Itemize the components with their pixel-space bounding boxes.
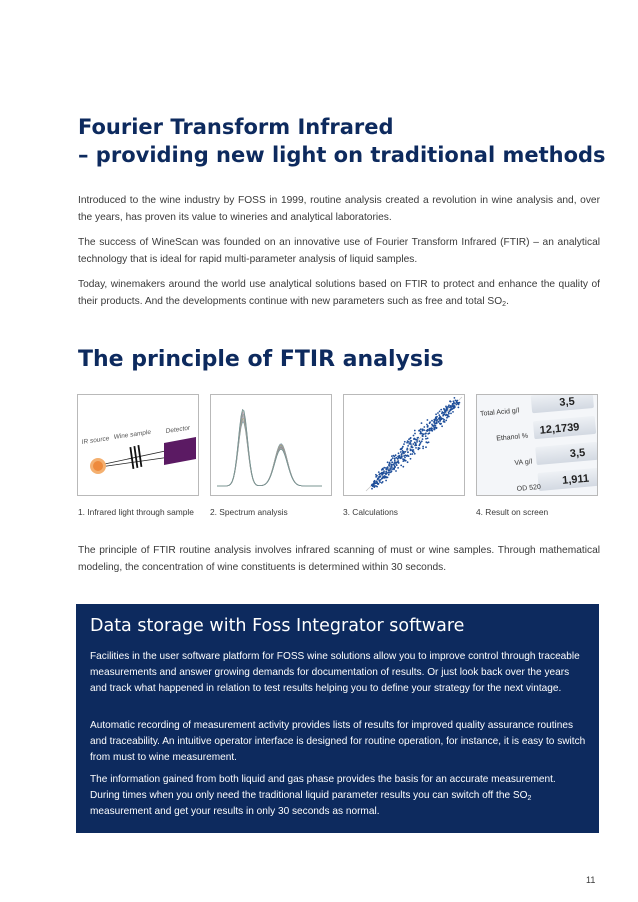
so2-subscript-box: 2 (527, 795, 532, 802)
scatter-point (390, 464, 392, 466)
calibration-scatter (344, 395, 464, 495)
scatter-point (450, 401, 452, 403)
scatter-point (414, 430, 416, 432)
ir-source-label: IR source (81, 435, 110, 446)
scatter-point (404, 457, 406, 459)
scatter-point (433, 419, 435, 421)
scatter-point (395, 457, 397, 459)
scatter-point (402, 466, 404, 468)
scatter-point (387, 466, 389, 468)
scatter-point (404, 451, 406, 453)
panel-result-screen (476, 394, 598, 496)
scatter-point (426, 424, 428, 426)
scatter-point (376, 475, 378, 477)
scatter-point (414, 453, 416, 455)
scatter-point (440, 409, 442, 411)
scatter-point (439, 411, 441, 413)
scatter-point (410, 453, 412, 455)
scatter-point (422, 438, 424, 440)
spectrum-curve (217, 411, 322, 486)
spectrum-curve (217, 422, 322, 486)
spectrum-curve (217, 414, 322, 486)
scatter-point (426, 430, 428, 432)
scatter-point (414, 442, 416, 444)
scatter-point (385, 467, 387, 469)
scatter-point (423, 426, 425, 428)
scatter-point (423, 433, 425, 435)
scatter-point (425, 441, 427, 443)
scatter-point (411, 449, 413, 451)
scatter-point (378, 471, 380, 473)
infrared-diagram (78, 395, 198, 495)
scatter-point (394, 458, 396, 460)
page-title (78, 113, 618, 169)
scatter-point (421, 440, 423, 442)
scatter-point (383, 470, 385, 472)
spectrum-curve (217, 412, 322, 486)
scatter-point (437, 421, 439, 423)
scatter-point (408, 443, 410, 445)
scatter-point (420, 432, 422, 434)
scatter-point (410, 458, 412, 460)
title-line-1: Fourier Transform Infrared (78, 115, 394, 139)
scatter-point (425, 438, 427, 440)
scatter-point (371, 488, 373, 490)
scatter-point (386, 472, 388, 474)
scatter-point (398, 452, 400, 454)
scatter-point (401, 457, 403, 459)
spectrum-curve (217, 419, 322, 486)
scatter-point (405, 460, 407, 462)
scatter-point (453, 405, 455, 407)
scatter-point (410, 440, 412, 442)
scatter-point (400, 451, 402, 453)
scatter-point (435, 413, 437, 415)
scatter-point (427, 426, 429, 428)
scatter-point (454, 397, 456, 399)
intro-paragraph-3-text: Today, winemakers around the world use analytical solutions based on FTIR to protect and enhance the quality of their products. And the developments continue with new parameters such as free and total SO (78, 279, 600, 307)
scatter-point (444, 410, 446, 412)
scatter-point (400, 465, 402, 467)
scatter-point (434, 424, 436, 426)
scatter-point (421, 422, 423, 424)
scatter-point (383, 467, 385, 469)
title-line-2: – providing new light on traditional methods (78, 143, 606, 167)
scatter-point (445, 406, 447, 408)
scatter-point (441, 425, 443, 427)
scatter-point (433, 429, 435, 431)
scatter-point (419, 443, 421, 445)
caption-2: 2. Spectrum analysis (210, 507, 288, 517)
scatter-point (397, 467, 399, 469)
scatter-point (414, 433, 416, 435)
scatter-point (437, 419, 439, 421)
scatter-point (425, 446, 427, 448)
scatter-point (394, 466, 396, 468)
scatter-point (391, 467, 393, 469)
panel-calculations (343, 394, 465, 496)
scatter-point (431, 427, 433, 429)
scatter-point (443, 419, 445, 421)
scatter-point (403, 443, 405, 445)
scatter-point (439, 417, 441, 419)
scatter-point (412, 453, 414, 455)
scatter-point (440, 417, 442, 419)
scatter-point (385, 476, 387, 478)
scatter-point (403, 455, 405, 457)
scatter-point (388, 474, 390, 476)
intro-paragraph-1: Introduced to the wine industry by FOSS in 1999, routine analysis created a revolution in wine analysis and, over the years, has proven its value to wineries and analytical laboratories. (78, 195, 600, 223)
scatter-point (377, 478, 379, 480)
caption-3: 3. Calculations (343, 507, 398, 517)
spectrum-curve (217, 421, 322, 486)
result-label-3: VA g/l (514, 458, 533, 468)
caption-1: 1. Infrared light through sample (78, 507, 194, 517)
detector-icon (164, 437, 196, 465)
scatter-point (419, 447, 421, 449)
scatter-point (388, 463, 390, 465)
intro-paragraph-3-end: . (506, 295, 509, 307)
scatter-point (439, 423, 441, 425)
scatter-point (394, 456, 396, 458)
scatter-point (416, 441, 418, 443)
scatter-point (456, 402, 458, 404)
scatter-point (397, 456, 399, 458)
scatter-point (407, 451, 409, 453)
scatter-point (387, 461, 389, 463)
scatter-point (393, 464, 395, 466)
scatter-point (418, 430, 420, 432)
scatter-point (437, 412, 439, 414)
data-storage-paragraph-3-end: measurement and get your results in only 30 seconds as normal. (90, 806, 380, 817)
scatter-point (382, 472, 384, 474)
scatter-point (402, 450, 404, 452)
scatter-point (413, 438, 415, 440)
scatter-point (399, 457, 401, 459)
scatter-point (446, 417, 448, 419)
result-value-3: 3,5 (569, 446, 586, 461)
page-number: 11 (586, 875, 596, 885)
panel-infrared-light (77, 394, 199, 496)
result-value-4: 1,911 (561, 472, 590, 487)
data-storage-paragraph-2: Automatic recording of measurement activity provides lists of results for improved quality assurance routines and traceability. An intuitive operator interface is designed for routine operation, for instance, it is easy to switch from must to wine measurement. (90, 720, 586, 763)
scatter-point (415, 447, 417, 449)
spectrum-graph (211, 395, 331, 495)
result-label-4: OD 520 (516, 483, 542, 493)
scatter-point (423, 429, 425, 431)
principle-heading: The principle of FTIR analysis (78, 347, 444, 372)
scatter-point (376, 482, 378, 484)
scatter-point (425, 433, 427, 435)
scatter-point (406, 448, 408, 450)
scatter-point (404, 441, 406, 443)
scatter-point (382, 477, 384, 479)
result-screen (477, 395, 597, 495)
scatter-point (427, 419, 429, 421)
scatter-point (436, 416, 438, 418)
scatter-point (429, 422, 431, 424)
scatter-point (411, 446, 413, 448)
data-storage-paragraph-3 (90, 772, 586, 820)
scatter-point (453, 400, 455, 402)
data-storage-paragraph-3-text: The information gained from both liquid and gas phase provides the basis for an accurate measurement. During times when you only need the traditional liquid parameter results you can switch off the SO (90, 774, 556, 801)
scatter-point (451, 408, 453, 410)
scatter-point (442, 414, 444, 416)
scatter-point (433, 422, 435, 424)
data-storage-heading: Data storage with Foss Integrator software (90, 616, 465, 636)
scatter-point (374, 480, 376, 482)
scatter-point (376, 486, 378, 488)
spectrum-curve (217, 410, 322, 487)
scatter-point (422, 448, 424, 450)
scatter-point (428, 429, 430, 431)
scatter-point (373, 483, 375, 485)
scatter-point (388, 472, 390, 474)
scatter-point (389, 469, 391, 471)
panel-spectrum-analysis (210, 394, 332, 496)
intro-paragraph-2: The success of WineScan was founded on an innovative use of Fourier Transform Infrared (FTIR) – an analytical technology that is ideal for rapid multi-parameter analysis of liquid samples. (78, 237, 600, 265)
scatter-point (408, 438, 410, 440)
light-beam-lower (100, 457, 170, 467)
scatter-point (389, 462, 391, 464)
scatter-point (388, 469, 390, 471)
scatter-point (445, 420, 447, 422)
scatter-point (431, 424, 433, 426)
scatter-point (452, 411, 454, 413)
scatter-point (441, 413, 443, 415)
scatter-point (391, 461, 393, 463)
scatter-point (450, 405, 452, 407)
scatter-point (403, 459, 405, 461)
spectrum-curve (217, 416, 322, 486)
data-storage-paragraph-1: Facilities in the user software platform for FOSS wine solutions allow you to improve control through traceable measurements and answer growing demands for documentation of results. Or just look back over the years and track what happened in relation to test results helping you to define your strategy for the next vintage. (90, 651, 580, 694)
detector-label: Detector (165, 424, 191, 435)
scatter-point (407, 445, 409, 447)
scatter-point (422, 446, 424, 448)
scatter-point (382, 481, 384, 483)
result-label-2: Ethanol % (496, 432, 529, 443)
scatter-point (450, 413, 452, 415)
scatter-point (458, 407, 460, 409)
scatter-point (413, 435, 415, 437)
result-label-1: Total Acid g/l (479, 407, 520, 418)
scatter-point (393, 467, 395, 469)
scatter-point (402, 460, 404, 462)
scatter-point (431, 420, 433, 422)
intro-paragraph-3 (78, 277, 600, 310)
scatter-point (391, 459, 393, 461)
scatter-point (396, 464, 398, 466)
scatter-point (414, 445, 416, 447)
scatter-point (407, 455, 409, 457)
scatter-point (431, 429, 433, 431)
scatter-point (439, 419, 441, 421)
scatter-point (406, 442, 408, 444)
scatter-point (444, 421, 446, 423)
scatter-point (397, 460, 399, 462)
scatter-point (422, 430, 424, 432)
spectrum-curve (217, 415, 322, 486)
scatter-point (390, 471, 392, 473)
scatter-point (410, 450, 412, 452)
scatter-point (395, 470, 397, 472)
scatter-point (385, 480, 387, 482)
scatter-point (407, 461, 409, 463)
scatter-point (427, 437, 429, 439)
scatter-point (391, 455, 393, 457)
spectrum-curve (217, 418, 322, 486)
scatter-point (373, 486, 375, 488)
scatter-point (427, 433, 429, 435)
scatter-point (436, 422, 438, 424)
so2-subscript: 2 (502, 300, 507, 308)
scatter-point (410, 437, 412, 439)
scatter-point (443, 408, 445, 410)
scatter-point (401, 447, 403, 449)
scatter-point (425, 435, 427, 437)
scatter-point (394, 459, 396, 461)
wine-sample-label: Wine sample (113, 428, 152, 441)
scatter-point (416, 439, 418, 441)
scatter-point (379, 475, 381, 477)
scatter-point (417, 437, 419, 439)
scatter-point (438, 414, 440, 416)
scatter-point (394, 461, 396, 463)
scatter-point (419, 440, 421, 442)
scatter-point (392, 457, 394, 459)
scatter-point (412, 443, 414, 445)
scatter-point (379, 481, 381, 483)
result-value-1: 3,5 (558, 395, 576, 409)
ir-source-icon (93, 461, 103, 471)
principle-description: The principle of FTIR routine analysis involves infrared scanning of must or wine samples. Through mathematical modeling, the concentration of wine constituents is determined within 30 seconds. (78, 545, 600, 573)
caption-4: 4. Result on screen (476, 507, 549, 517)
scatter-point (447, 406, 449, 408)
data-storage-box (76, 604, 599, 833)
scatter-point (407, 440, 409, 442)
result-value-2: 12,1739 (539, 421, 580, 437)
scatter-point (451, 404, 453, 406)
scatter-point (381, 474, 383, 476)
scatter-point (448, 413, 450, 415)
scatter-point (410, 443, 412, 445)
scatter-point (372, 485, 374, 487)
scatter-point (445, 408, 447, 410)
scatter-point (382, 468, 384, 470)
